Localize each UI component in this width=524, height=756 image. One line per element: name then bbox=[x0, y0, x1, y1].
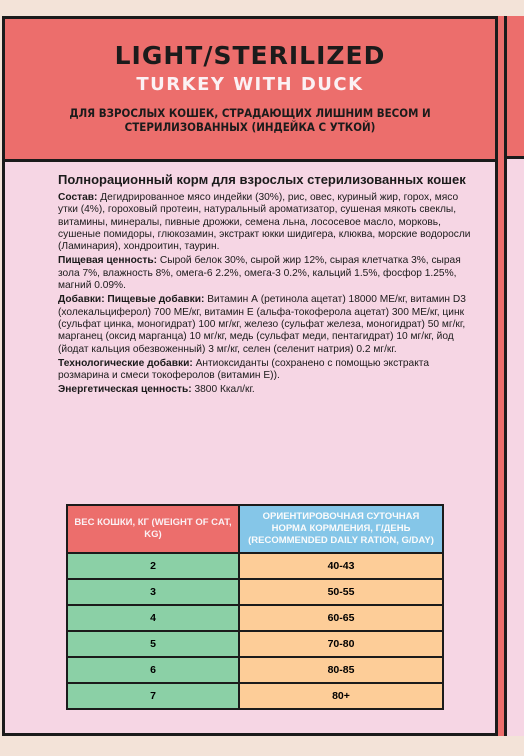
tech-additives-text: Антиоксиданты (сохранено с помощью экстракта розмарина и смеси токоферолов (витамин Е)). bbox=[58, 357, 430, 382]
ration-cell: 40-43 bbox=[239, 553, 443, 579]
composition bbox=[58, 192, 476, 253]
nutrition-label: Пищевая ценность: bbox=[58, 255, 158, 267]
target-description: ДЛЯ ВЗРОСЛЫХ КОШЕК, СТРАДАЮЩИХ ЛИШНИМ ВЕСОМ И СТЕРИЛИЗОВАННЫХ (ИНДЕЙКА С УТКОЙ) bbox=[69, 106, 431, 134]
ration-cell: 80-85 bbox=[239, 657, 443, 683]
additives bbox=[58, 294, 476, 355]
nutrition bbox=[58, 255, 476, 292]
energy-value bbox=[58, 384, 476, 396]
composition-label: Состав: bbox=[58, 192, 98, 203]
weight-column-header: ВЕС КОШКИ, КГ (WEIGHT OF CAT, KG) bbox=[67, 505, 239, 553]
table-row bbox=[67, 605, 443, 631]
flavor-subtitle: TURKEY WITH DUCK bbox=[136, 74, 364, 95]
weight-cell: 3 bbox=[67, 579, 239, 605]
additives-text: Витамин А (ретинола ацетат) 18000 МЕ/кг, витамин D3 (холекальциферол) 700 МЕ/кг, витамин Е (альфа-токоферола ацетат) 300 МЕ/кг, цинк (сульфат цинка, моногидрат) 100 мг/кг, железо (сульфат железа, моногидрат) 50 мг/кг, марганец (оксид марганца) 10 мг/кг, медь (сульфат меди, пентагидрат) 10 мг/кг, йод (йодат кальция обезвоженный) 3 мг/кг, селен (селенит натрия) 0.2 мг/кг. bbox=[58, 294, 466, 355]
weight-cell: 7 bbox=[67, 683, 239, 709]
feeding-table bbox=[66, 504, 444, 710]
ration-cell: 60-65 bbox=[239, 605, 443, 631]
tech-additives-label: Технологические добавки: bbox=[58, 357, 193, 369]
weight-cell: 6 bbox=[67, 657, 239, 683]
table-row bbox=[67, 657, 443, 683]
weight-cell: 5 bbox=[67, 631, 239, 657]
ration-cell: 80+ bbox=[239, 683, 443, 709]
tech-additives bbox=[58, 358, 476, 383]
table-row bbox=[67, 683, 443, 709]
product-line-title: LIGHT/STERILIZED bbox=[114, 41, 386, 70]
ration-cell: 70-80 bbox=[239, 631, 443, 657]
product-description bbox=[58, 172, 476, 399]
table-row bbox=[67, 579, 443, 605]
nutrition-text: Сырой белок 30%, сырой жир 12%, сырая клетчатка 3%, сырая зола 7%, влажность 8%, омега-6 2.2%, омега-3 0.2%, кальций 1.5%, фосфор 1.25%, магний 0.09%. bbox=[58, 255, 461, 292]
product-title: Полнорационный корм для взрослых стерилизованных кошек bbox=[58, 172, 466, 187]
ration-cell: 50-55 bbox=[239, 579, 443, 605]
weight-cell: 2 bbox=[67, 553, 239, 579]
additives-label: Добавки: Пищевые добавки: bbox=[58, 294, 205, 306]
ration-column-header: ОРИЕНТИРОВОЧНАЯ СУТОЧНАЯ НОРМА КОРМЛЕНИЯ, Г/ДЕНЬ (RECOMMENDED DAILY RATION, G/DAY) bbox=[239, 505, 443, 553]
weight-cell: 4 bbox=[67, 605, 239, 631]
composition-text: Дегидрированное мясо индейки (30%), рис, овес, куриный жир, горох, мясо утки (4%), гороховый протеин, натуральный ароматизатор, сушеная мякоть свеклы, витамины, минералы, пивные дрожжи, семена льна, лососевое масло, морковь, сушеные помидоры, глюкозамин, экстракт юкки шидигера, клюква, морские водоросли (Ламинария), хондроитин, таурин. bbox=[58, 192, 471, 253]
adjacent-panel-edge bbox=[498, 16, 524, 736]
table-row bbox=[67, 631, 443, 657]
table-row bbox=[67, 553, 443, 579]
energy-text: 3800 Ккал/кг. bbox=[194, 384, 255, 396]
energy-label: Энергетическая ценность: bbox=[58, 384, 192, 396]
header-banner bbox=[5, 19, 495, 162]
